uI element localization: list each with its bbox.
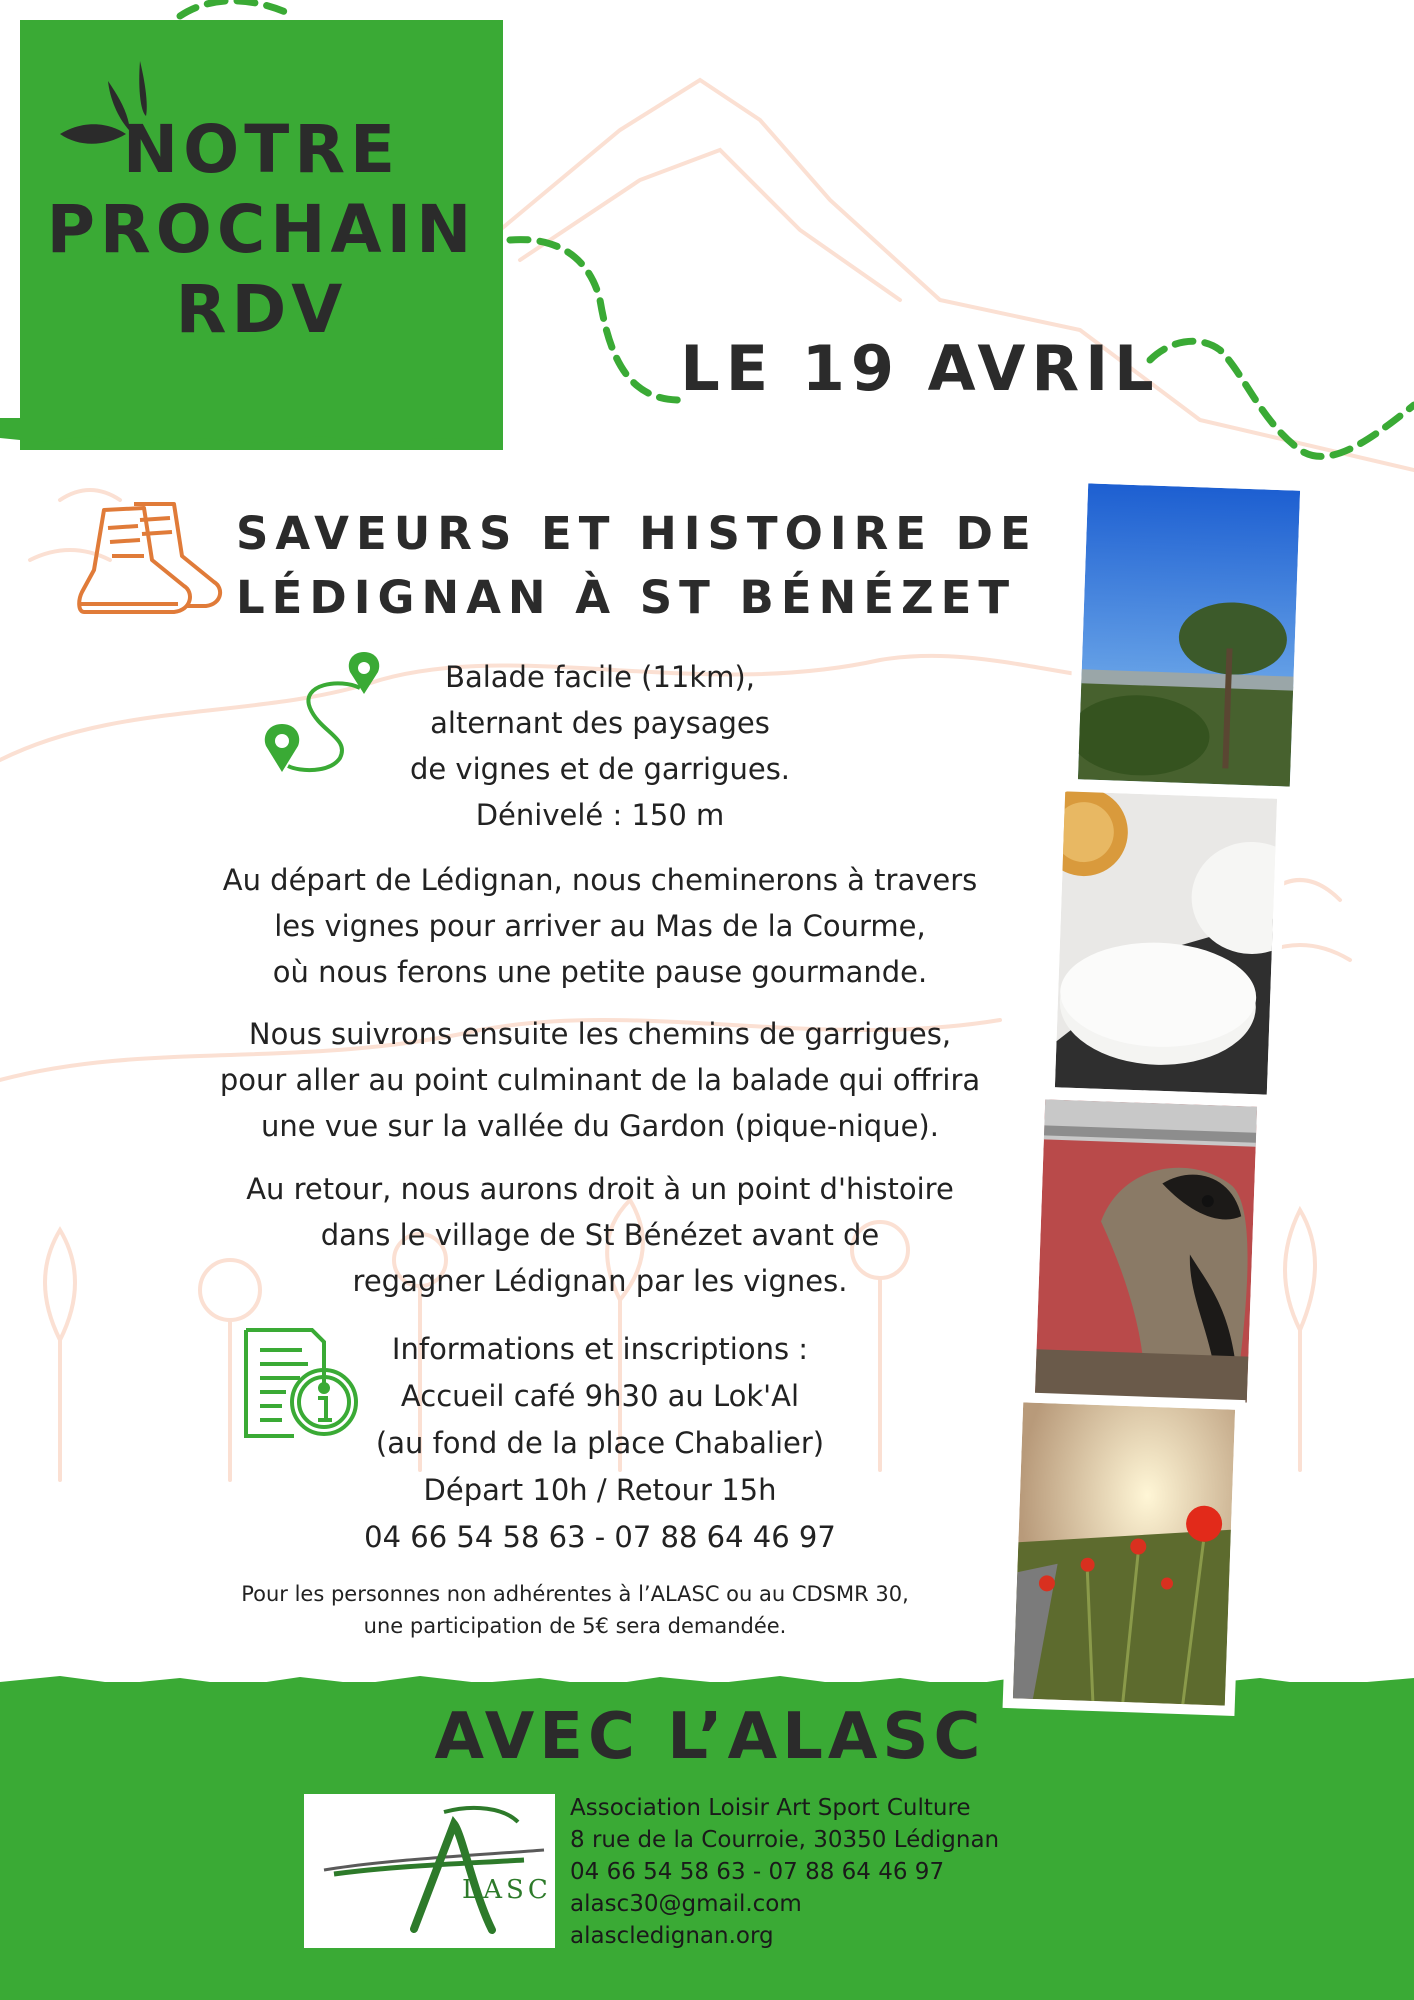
event-date: LE 19 AVRIL: [680, 332, 1160, 405]
hiking-boots-icon: [74, 500, 226, 626]
title-line: PROCHAIN: [46, 191, 477, 268]
paragraph-line: Au départ de Lédignan, nous cheminerons à travers: [222, 863, 978, 897]
paragraph-line: une vue sur la vallée du Gardon (pique-nique).: [261, 1109, 939, 1143]
event-title-line: SAVEURS ET HISTOIRE DE: [236, 507, 1038, 560]
paragraph-line: où nous ferons une petite pause gourmande.: [272, 955, 928, 989]
route-line: de vignes et de garrigues.: [409, 752, 791, 786]
route-pins-icon: [260, 648, 385, 778]
paragraph-return: [160, 1166, 1040, 1304]
info-block: [330, 1326, 870, 1561]
paragraph-line: Au retour, nous aurons droit à un point d'histoire: [246, 1172, 954, 1206]
title-line: RDV: [175, 271, 348, 348]
association-email[interactable]: alasc30@gmail.com: [570, 1891, 802, 1917]
association-website[interactable]: alascledignan.org: [570, 1923, 774, 1949]
logo-text: LASC: [462, 1875, 552, 1905]
paragraph-line: pour aller au point culminant de la balade qui offrira: [219, 1063, 981, 1097]
info-line: Départ 10h / Retour 15h: [423, 1473, 777, 1507]
route-line: alternant des paysages: [430, 706, 770, 740]
participation-note: [160, 1578, 990, 1642]
info-line: Accueil café 9h30 au Lok'Al: [400, 1379, 800, 1413]
contact-info: [570, 1792, 1130, 1952]
route-line: Balade facile (11km),: [445, 660, 755, 694]
paragraph-line: les vignes pour arriver au Mas de la Courme,: [274, 909, 926, 943]
photo-goat-cheese: [1055, 791, 1277, 1094]
photo-pine-tree: [1078, 483, 1300, 786]
paragraph-departure: [160, 857, 1040, 995]
route-line: Dénivelé : 150 m: [475, 798, 725, 832]
paragraph-line: regagner Lédignan par les vignes.: [352, 1264, 848, 1298]
info-line: (au fond de la place Chabalier): [375, 1426, 825, 1460]
alasc-logo: [304, 1794, 555, 1948]
association-address: 8 rue de la Courroie, 30350 Lédignan: [570, 1827, 1000, 1853]
event-title-line: LÉDIGNAN À ST BÉNÉZET: [236, 571, 1017, 624]
photo-goat: [1035, 1099, 1257, 1402]
info-phone: 04 66 54 58 63 - 07 88 64 46 97: [364, 1520, 836, 1554]
paragraph-line: Nous suivrons ensuite les chemins de garrigues,: [248, 1017, 952, 1051]
association-name: Association Loisir Art Sport Culture: [570, 1795, 971, 1821]
photo-poppies: [1013, 1402, 1235, 1705]
note-line: Pour les personnes non adhérentes à l’ALASC ou au CDSMR 30,: [241, 1582, 909, 1606]
torn-edge-top: [0, 418, 1414, 468]
footer-title: AVEC L’ALASC: [434, 1700, 986, 1774]
title-line: NOTRE: [122, 111, 401, 188]
paragraph-line: dans le village de St Bénézet avant de: [320, 1218, 880, 1252]
event-title: [236, 502, 1076, 630]
info-line: Informations et inscriptions :: [391, 1332, 809, 1366]
paragraph-garrigues: [160, 1011, 1040, 1149]
association-phone: 04 66 54 58 63 - 07 88 64 46 97: [570, 1859, 945, 1885]
route-description: [370, 654, 830, 838]
page-title: [20, 110, 503, 350]
note-line: une participation de 5€ sera demandée.: [363, 1614, 787, 1638]
